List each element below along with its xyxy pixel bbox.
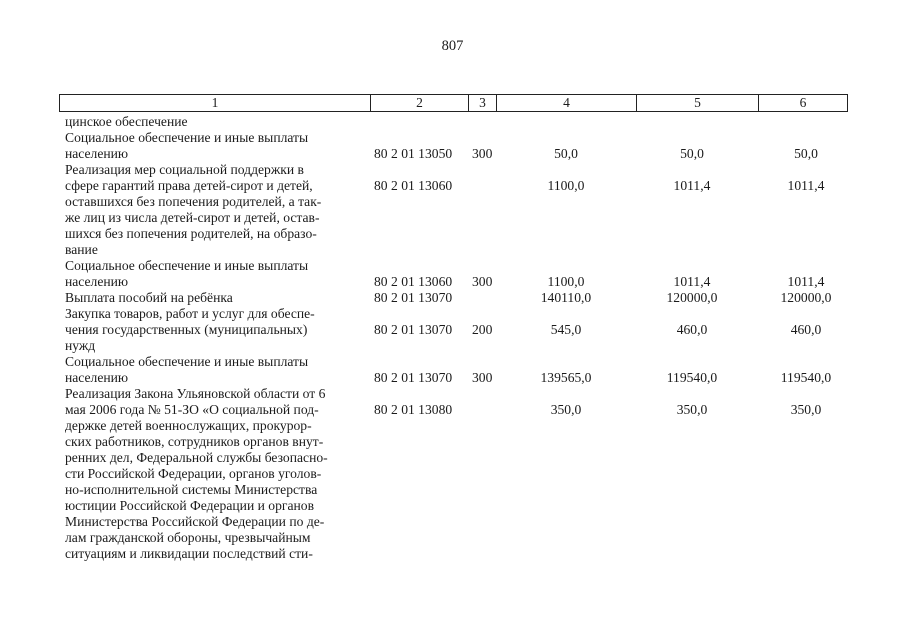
row-value-2024: 1100,0 [547,274,585,289]
table-row [65,386,855,562]
row-value-2024: 350,0 [550,402,582,417]
row-code: 80 2 01 13080 [374,402,453,417]
row-value-2026: 460,0 [790,322,822,337]
row-value-2025: 50,0 [680,146,704,161]
row-code: 80 2 01 13070 [374,290,453,305]
row-description [65,306,363,354]
row-value-2025: 1011,4 [673,178,711,193]
description-line: Реализация Закона Ульяновской области от 6 [65,386,326,401]
page-number: 807 [441,38,464,54]
row-code: 80 2 01 13060 [374,274,453,289]
header-col-2: 2 [371,95,469,111]
description-line: ситуациям и ликвидации последствий сти- [65,546,313,561]
row-code: 80 2 01 13060 [374,178,453,193]
description-line: Социальное обеспечение и иные выплаты [65,354,309,369]
table-row [65,354,855,386]
table-body [65,114,855,562]
description-line: оставшихся без попечения родителей, а так- [65,194,322,209]
description-line: Социальное обеспечение и иные выплаты [65,130,309,145]
table-row [65,290,855,306]
row-value-2024: 1100,0 [547,178,585,193]
table-row [65,114,855,130]
row-value-2026: 120000,0 [780,290,832,305]
row-value-2025: 120000,0 [666,290,718,305]
description-line: ренних дел, Федеральной службы безопасно- [65,450,328,465]
row-code: 80 2 01 13070 [374,322,453,337]
row-value-2024: 140110,0 [540,290,592,305]
row-description [65,130,363,162]
row-description [65,354,363,386]
row-description [65,258,363,290]
description-line: но-исполнительной системы Министерства [65,482,318,497]
description-line: населению [65,146,129,161]
description-line: Выплата пособий на ребёнка [65,290,233,305]
row-code: 80 2 01 13050 [374,146,453,161]
header-col-1: 1 [60,95,371,111]
row-subcode: 300 [472,274,493,289]
row-value-2024: 545,0 [550,322,582,337]
row-value-2025: 350,0 [676,402,708,417]
row-description [65,290,363,306]
row-subcode: 300 [472,146,493,161]
row-subcode: 200 [472,322,493,337]
row-value-2024: 50,0 [554,146,578,161]
header-col-6: 6 [799,95,807,110]
table-row [65,130,855,162]
description-line: вание [65,242,98,257]
description-line: Социальное обеспечение и иные выплаты [65,258,309,273]
description-line: Реализация мер социальной поддержки в [65,162,304,177]
description-line: населению [65,370,129,385]
row-value-2025: 1011,4 [673,274,711,289]
table-header [59,94,848,112]
row-code: 80 2 01 13070 [374,370,453,385]
row-value-2025: 460,0 [676,322,708,337]
row-value-2026: 119540,0 [780,370,832,385]
row-value-2025: 119540,0 [666,370,718,385]
description-line: лам гражданской обороны, чрезвычайным [65,530,311,545]
description-line: чения государственных (муниципальных) [65,322,308,337]
description-line: мая 2006 года № 51-ЗО «О социальной под- [65,402,319,417]
row-value-2026: 1011,4 [787,178,825,193]
description-line: Закупка товаров, работ и услуг для обеспе- [65,306,315,321]
row-value-2026: 1011,4 [787,274,825,289]
table-row [65,162,855,258]
description-line: ских работников, сотрудников органов внут- [65,434,324,449]
header-col-3: 3 [469,95,497,111]
header-col-4: 4 [497,95,637,111]
description-line: Министерства Российской Федерации по де- [65,514,325,529]
description-line: шихся без попечения родителей, на образо- [65,226,317,241]
row-subcode: 300 [472,370,493,385]
description-line: цинское обеспечение [65,114,188,129]
description-line: держке детей военнослужащих, прокурор- [65,418,312,433]
description-line: юстиции Российской Федерации и органов [65,498,314,513]
table-row [65,306,855,354]
header-col-5: 5 [637,95,759,111]
row-value-2026: 350,0 [790,402,822,417]
table-row [65,258,855,290]
row-value-2026: 50,0 [794,146,818,161]
description-line: населению [65,274,129,289]
description-line: нужд [65,338,96,353]
row-value-2024: 139565,0 [540,370,592,385]
row-description [65,162,363,258]
description-line: же лиц из числа детей-сирот и детей, остав- [65,210,320,225]
row-description [65,114,363,130]
description-line: сти Российской Федерации, органов уголов- [65,466,322,481]
row-description [65,386,363,562]
description-line: сфере гарантий права детей-сирот и детей, [65,178,313,193]
